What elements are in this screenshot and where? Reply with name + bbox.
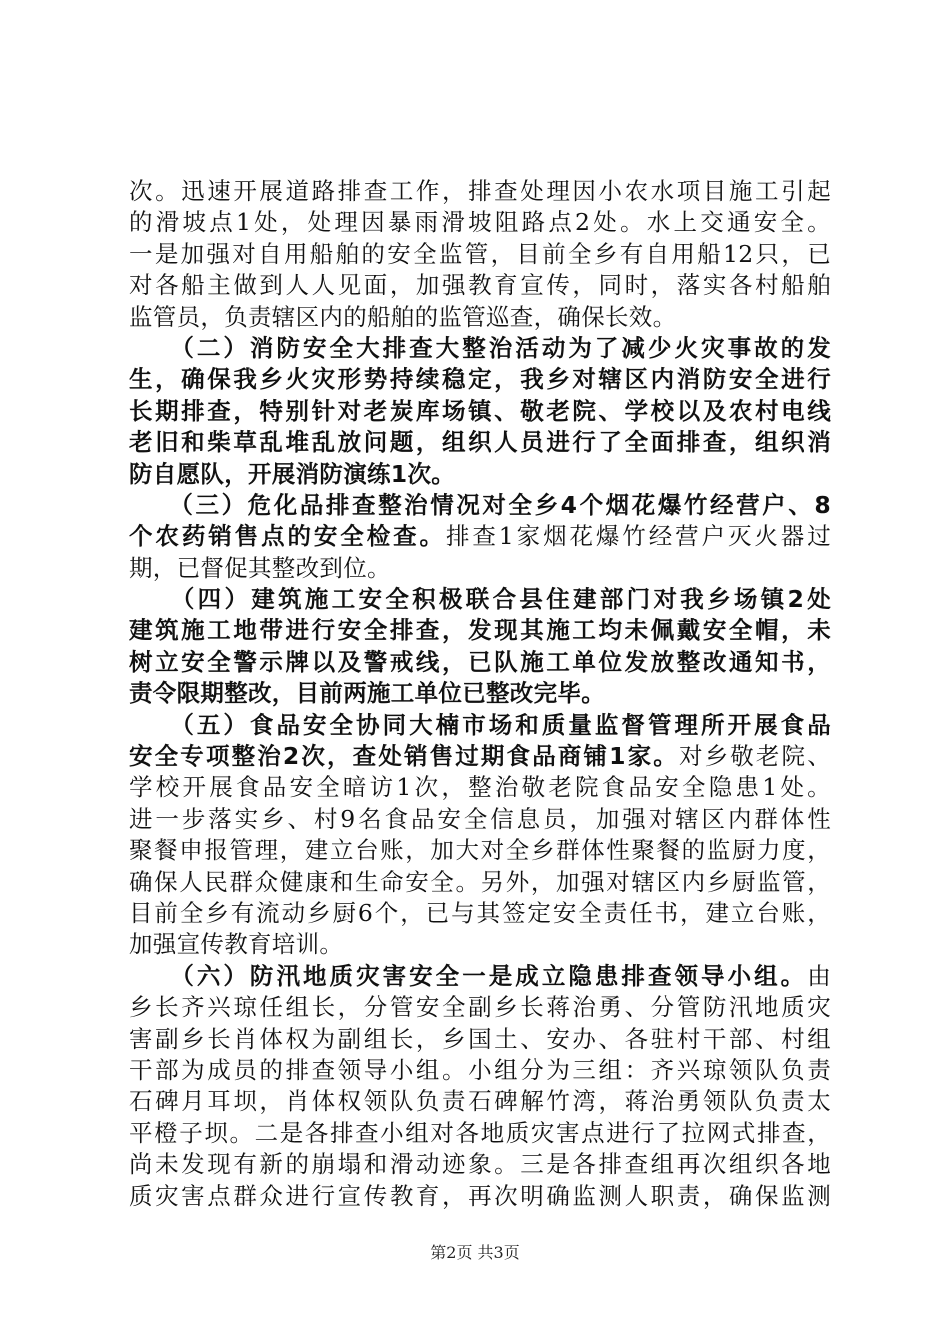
text-line: 责令限期整改，目前两施工单位已整改完毕。	[129, 679, 605, 708]
text-line: （五）食品安全协同大楠市场和质量监督管理所开展食品	[129, 710, 831, 739]
text-line: 树立安全警示牌以及警戒线，已队施工单位发放整改通知书，	[129, 647, 831, 676]
bold-text: 个农药销售点的安全检查。	[129, 522, 446, 551]
text-line: 尚未发现有新的崩塌和滑动迹象。三是各排查组再次组织各地	[129, 1150, 831, 1179]
text-line: 生，确保我乡火灾形势持续稳定，我乡对辖区内消防安全进行	[129, 365, 831, 394]
text-line	[129, 521, 831, 552]
text-line: 乡长齐兴琼任组长，分管安全副乡长蒋治勇、分管防汛地质灾	[129, 993, 831, 1022]
text-line: 监管员，负责辖区内的船舶的监管巡查，确保长效。	[129, 302, 677, 331]
text-line: 学校开展食品安全暗访1次，整治敬老院食品安全隐患1处。	[129, 773, 831, 802]
document-body	[129, 176, 831, 1212]
bold-text: （六）防汛地质灾害安全一是成立隐患排查领导小组。	[129, 961, 808, 990]
text-line: 的滑坡点1处，处理因暴雨滑坡阻路点2处。水上交通安全。	[129, 208, 831, 237]
text-line: 确保人民群众健康和生命安全。另外，加强对辖区内乡厨监管，	[129, 867, 831, 896]
text-line: 聚餐申报管理，建立台账，加大对全乡群体性聚餐的监厨力度，	[129, 836, 831, 865]
text-line: 石碑月耳坝，肖体权领队负责石碑解竹湾，蒋治勇领队负责太	[129, 1087, 831, 1116]
text-line: 质灾害点群众进行宣传教育，再次明确监测人职责，确保监测	[129, 1181, 831, 1210]
text-line: 期，已督促其整改到位。	[129, 553, 391, 582]
text-line: 进一步落实乡、村9名食品安全信息员，加强对辖区内群体性	[129, 804, 831, 833]
text-line: （三）危化品排查整治情况对全乡4个烟花爆竹经营户、8	[129, 490, 831, 519]
bold-text: 安全专项整治2次，查处销售过期食品商铺1家。	[129, 742, 679, 771]
text-line: 对各船主做到人人见面，加强教育宣传，同时，落实各村船舶	[129, 271, 831, 300]
text-line: 一是加强对自用船舶的安全监管，目前全乡有自用船12只，已	[129, 239, 831, 268]
normal-text: 排查1家烟花爆竹经营户灭火器过	[445, 522, 832, 551]
text-line: 害副乡长肖体权为副组长，乡国土、安办、各驻村干部、村组	[129, 1024, 831, 1053]
text-line: 平橙子坝。二是各排查小组对各地质灾害点进行了拉网式排查，	[129, 1118, 831, 1147]
page-number-footer: 第2页 共3页	[430, 1243, 520, 1262]
text-line: 建筑施工地带进行安全排查，发现其施工均未佩戴安全帽，未	[129, 616, 831, 645]
text-line: 次。迅速开展道路排查工作，排查处理因小农水项目施工引起	[129, 177, 831, 205]
text-line: 长期排查，特别针对老炭库场镇、敬老院、学校以及农村电线	[129, 396, 831, 425]
text-line: 老旧和柴草乱堆乱放问题，组织人员进行了全面排查，组织消	[129, 428, 831, 457]
normal-text: 由	[807, 961, 831, 990]
text-line: （二）消防安全大排查大整治活动为了减少火灾事故的发	[129, 333, 831, 362]
text-line	[129, 741, 831, 772]
text-line: 干部为成员的排查领导小组。小组分为三组：齐兴琼领队负责	[129, 1055, 831, 1084]
text-line: 加强宣传教育培训。	[129, 930, 344, 959]
text-line: （四）建筑施工安全积极联合县住建部门对我乡场镇2处	[129, 585, 831, 614]
text-line: 防自愿队，开展消防演练1次。	[129, 459, 456, 488]
text-line	[129, 961, 831, 992]
normal-text: 对乡敬老院、	[678, 742, 831, 771]
text-line: 目前全乡有流动乡厨6个，已与其签定安全责任书，建立台账，	[129, 898, 831, 927]
